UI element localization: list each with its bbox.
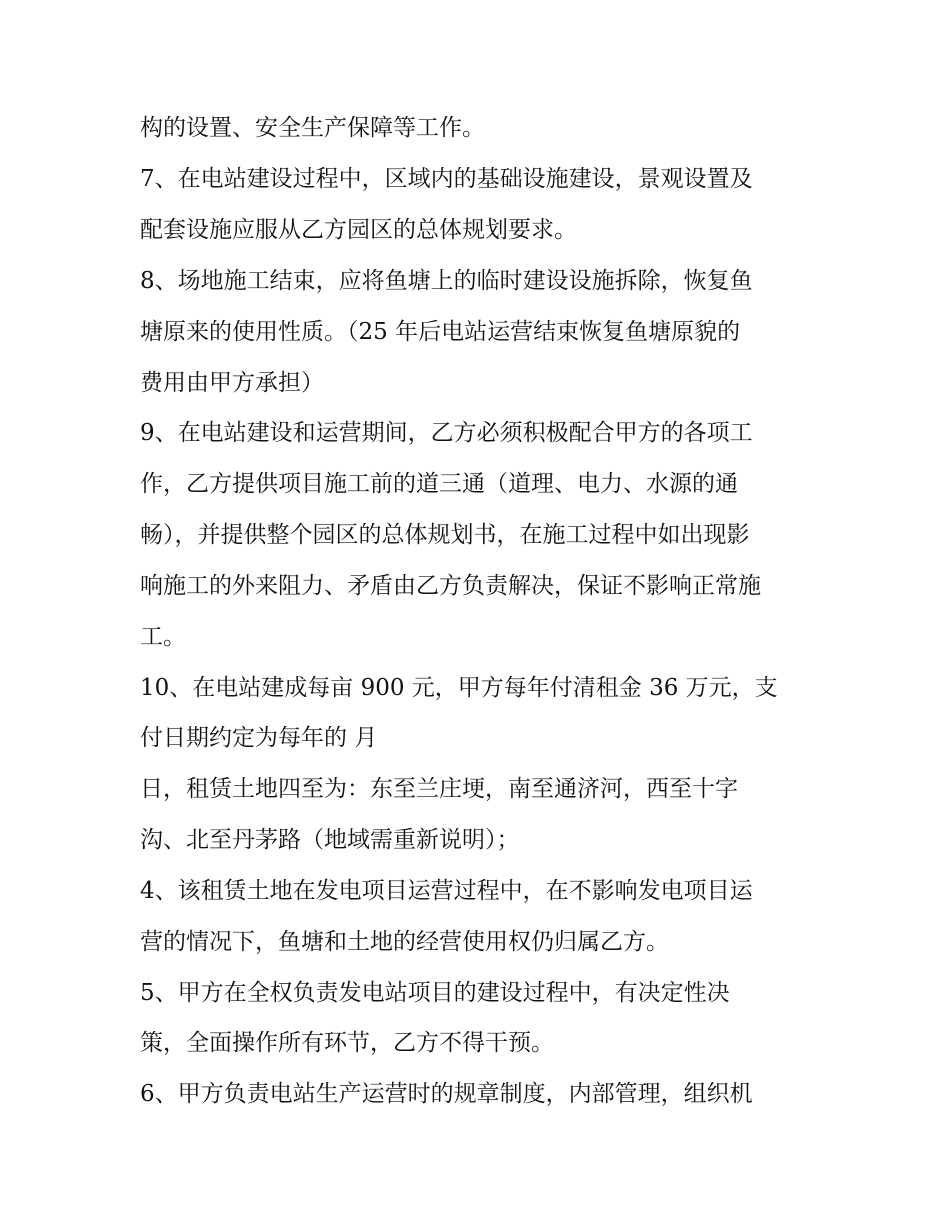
text-line: 响施工的外来阻力、矛盾由乙方负责解决，保证不影响正常施 [140, 573, 761, 599]
text-line: 日，租赁土地四至为：东至兰庄埂，南至通济河，西至十字 [140, 776, 738, 802]
text-line: 费用由甲方承担） [140, 370, 324, 396]
text-line: 8、场地施工结束，应将鱼塘上的临时建设设施拆除，恢复鱼 [140, 268, 753, 294]
text-line: 5、甲方在全权负责发电站项目的建设过程中，有决定性决 [140, 980, 730, 1006]
text-line: 营的情况下，鱼塘和土地的经营使用权仍归属乙方。 [140, 929, 669, 955]
text-line: 作，乙方提供项目施工前的道三通（道理、电力、水源的通 [140, 471, 738, 497]
text-line: 构的设置、安全生产保障等工作。 [140, 115, 485, 141]
text-line: 畅），并提供整个园区的总体规划书，在施工过程中如出现影 [140, 522, 750, 548]
text-line: 10、在电站建成每亩 900 元，甲方每年付清租金 36 万元，支 [140, 675, 778, 701]
text-line: 付日期约定为每年的 月 [140, 725, 378, 751]
text-line: 沟、北至丹茅路（地域需重新说明）； [140, 827, 520, 853]
text-line: 策，全面操作所有环节，乙方不得干预。 [140, 1030, 554, 1056]
text-line: 6、甲方负责电站生产运营时的规章制度，内部管理，组织机 [140, 1081, 753, 1107]
text-line: 配套设施应服从乙方园区的总体规划要求。 [140, 217, 577, 243]
text-line: 4、该租赁土地在发电项目运营过程中，在不影响发电项目运 [140, 878, 753, 904]
text-line: 7、在电站建设过程中，区域内的基础设施建设，景观设置及 [140, 166, 753, 192]
text-line: 塘原来的使用性质。（25 年后电站运营结束恢复鱼塘原貌的 [140, 319, 741, 345]
text-line: 9、在电站建设和运营期间，乙方必须积极配合甲方的各项工 [140, 420, 753, 446]
text-line: 工。 [140, 624, 186, 650]
